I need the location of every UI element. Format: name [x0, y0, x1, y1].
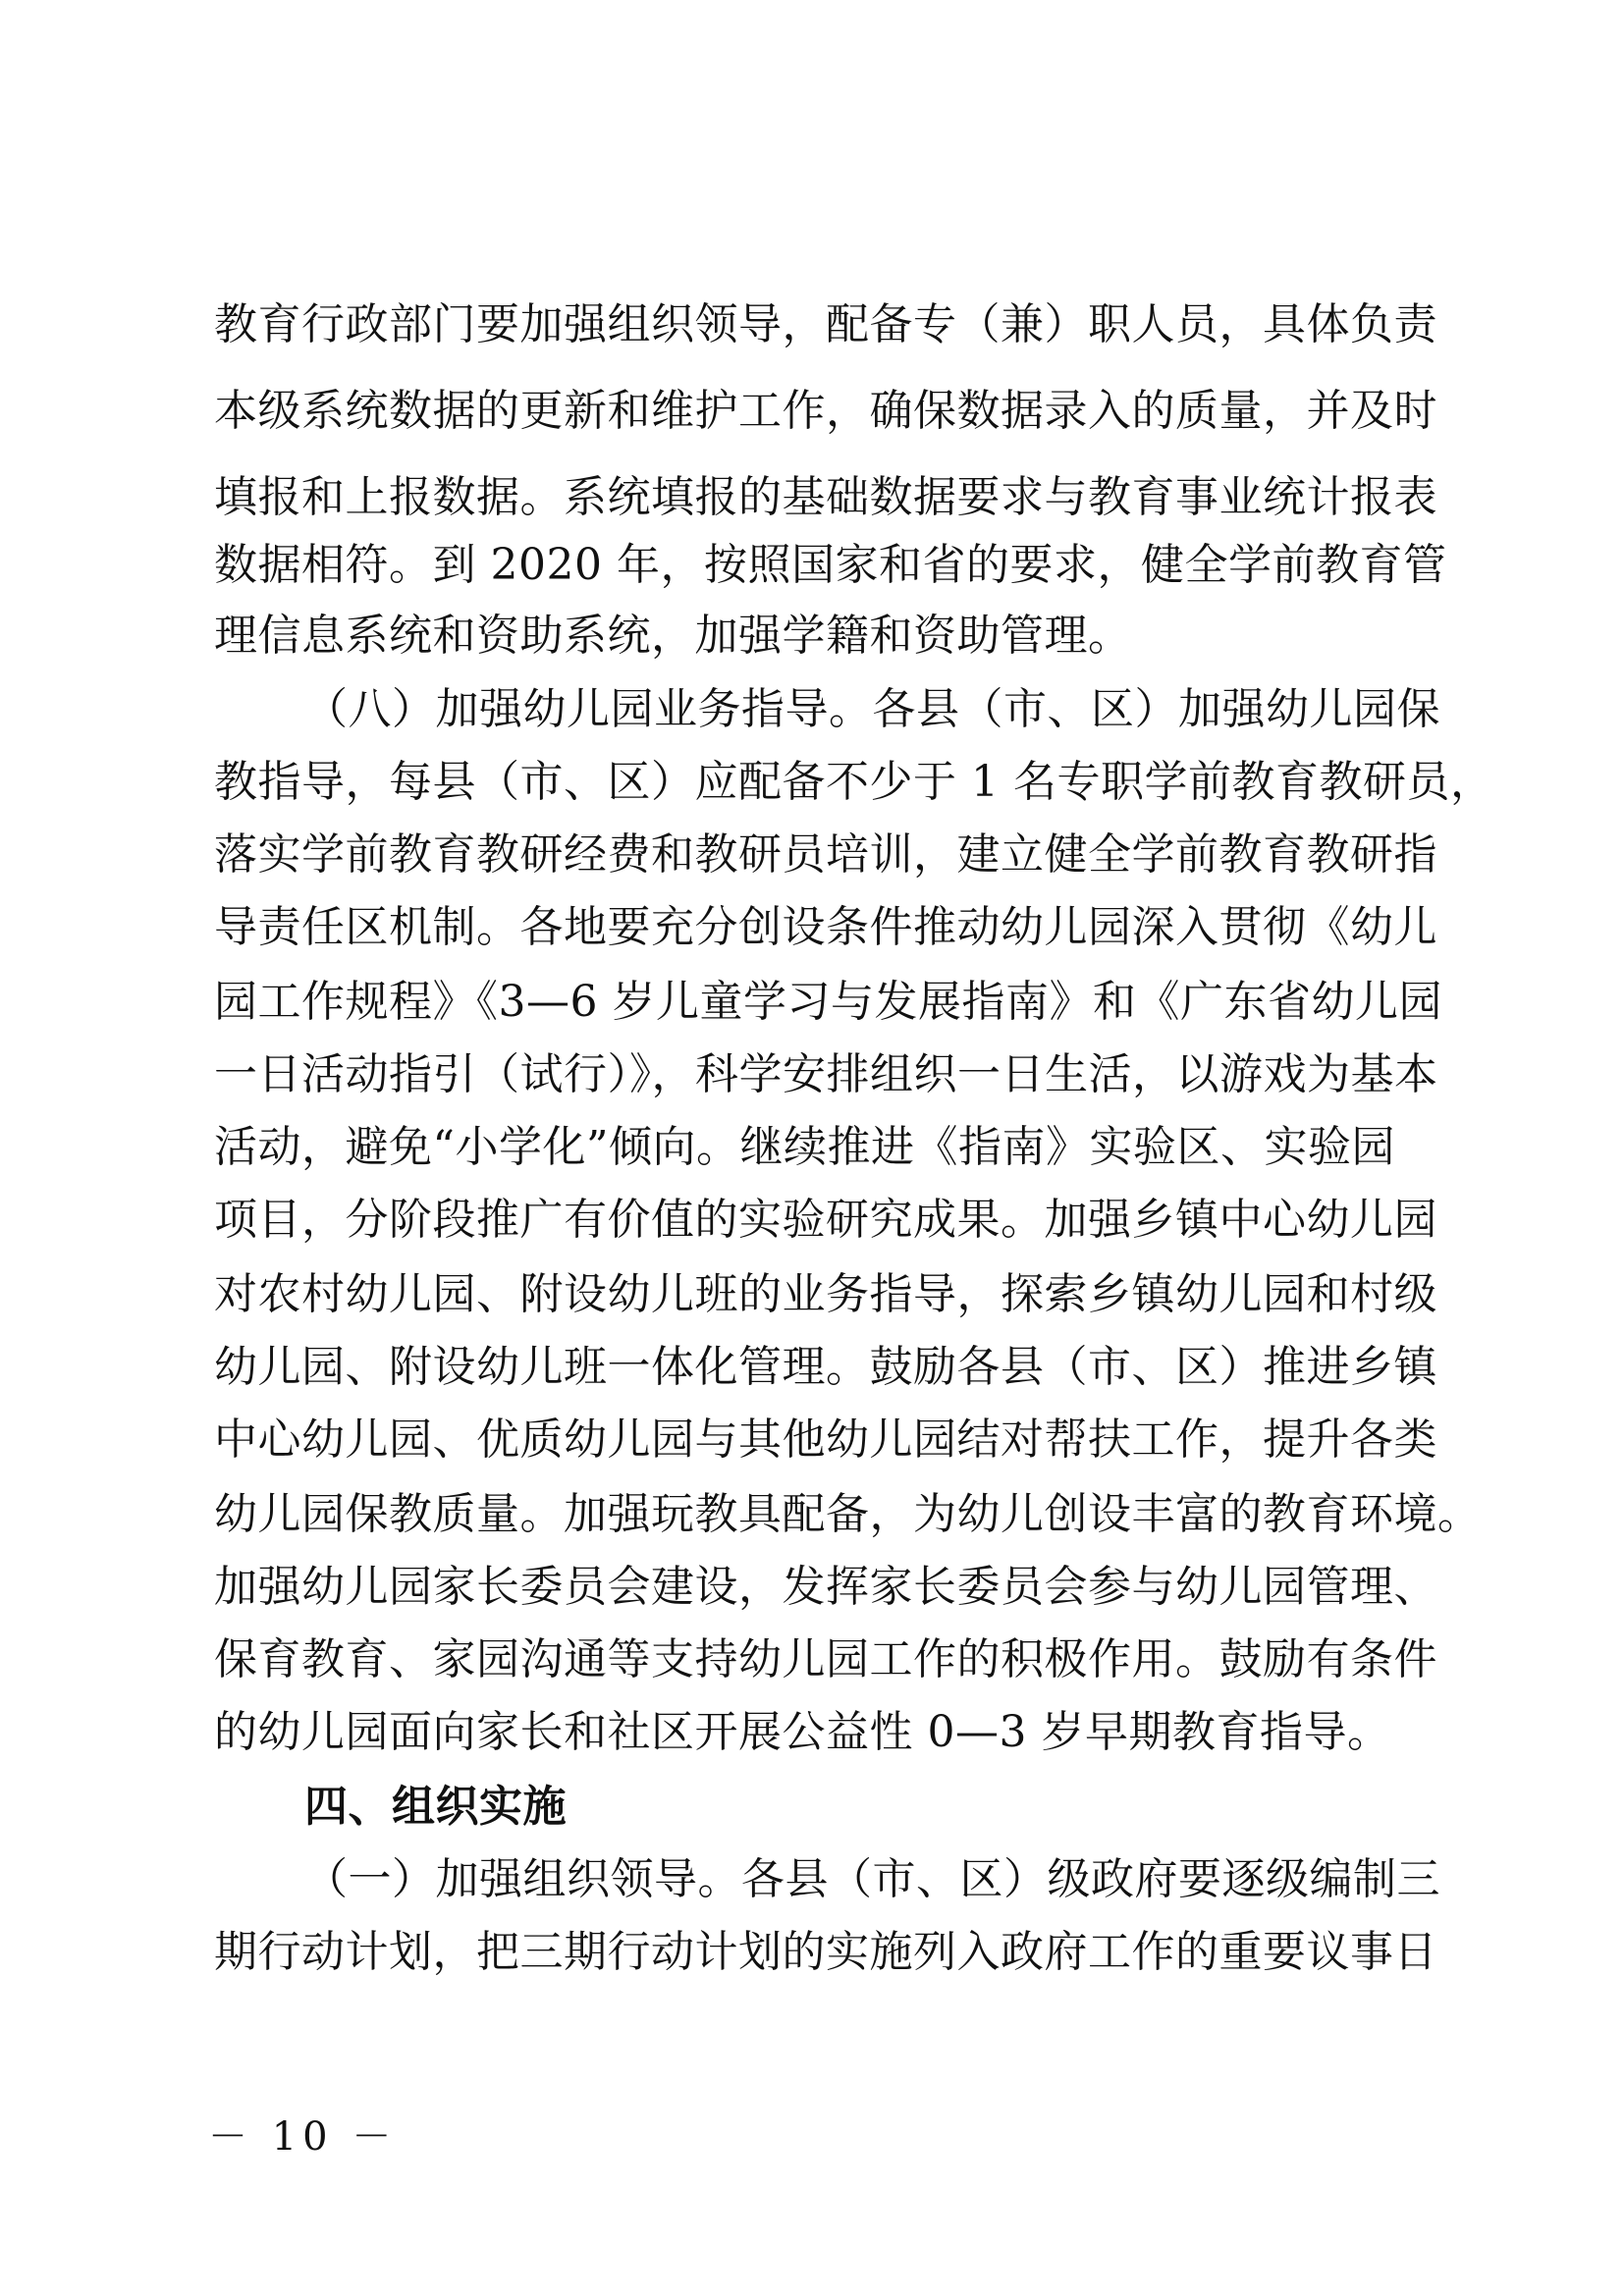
text-line: 教指导，每县（市、区）应配备不少于 1 名专职学前教育教研员， — [214, 757, 1494, 807]
text-line: 期行动计划，把三期行动计划的实施列入政府工作的重要议事日 — [214, 1927, 1437, 1977]
text-line: 幼儿园、附设幼儿班一体化管理。鼓励各县（市、区）推进乡镇 — [214, 1342, 1437, 1392]
text-line: 导责任区机制。各地要充分创设条件推动幼儿园深入贯彻《幼儿 — [214, 902, 1437, 952]
section-heading: 四、组织实施 — [304, 1782, 567, 1832]
text-line: 填报和上报数据。系统填报的基础数据要求与教育事业统计报表 — [214, 472, 1437, 522]
text-line: 园工作规程》《3—6 岁儿童学习与发展指南》和《广东省幼儿园 — [214, 977, 1442, 1027]
text-line: 一日活动指引（试行）》，科学安排组织一日生活，以游戏为基本 — [214, 1049, 1438, 1099]
section-1-first-line: （一）加强组织领导。各县（市、区）级政府要逐级编制三 — [304, 1854, 1440, 1904]
text-line: 教育行政部门要加强组织领导，配备专（兼）职人员，具体负责 — [214, 299, 1437, 349]
text-line: 本级系统数据的更新和维护工作，确保数据录入的质量，并及时 — [214, 386, 1437, 436]
text-line: 活动，避免“小学化”倾向。继续推进《指南》实验区、实验园 — [214, 1122, 1395, 1172]
text-line: 数据相符。到 2020 年，按照国家和省的要求，健全学前教育管 — [214, 540, 1447, 590]
text-line: 的幼儿园面向家长和社区开展公益性 0—3 岁早期教育指导。 — [214, 1707, 1391, 1757]
text-line: 理信息系统和资助系统，加强学籍和资助管理。 — [214, 611, 1132, 661]
text-line: 项目，分阶段推广有价值的实验研究成果。加强乡镇中心幼儿园 — [214, 1195, 1437, 1245]
text-line: 对农村幼儿园、附设幼儿班的业务指导，探索乡镇幼儿园和村级 — [214, 1269, 1437, 1319]
text-line: 中心幼儿园、优质幼儿园与其他幼儿园结对帮扶工作，提升各类 — [214, 1415, 1437, 1465]
text-line: 幼儿园保教质量。加强玩教具配备，为幼儿创设丰富的教育环境。 — [214, 1489, 1482, 1539]
section-8-first-line: （八）加强幼儿园业务指导。各县（市、区）加强幼儿园保 — [304, 684, 1440, 734]
text-line: 加强幼儿园家长委员会建设，发挥家长委员会参与幼儿园管理、 — [214, 1562, 1437, 1612]
page-number: － 10 － — [208, 2114, 398, 2160]
text-line: 落实学前教育教研经费和教研员培训，建立健全学前教育教研指 — [214, 829, 1437, 880]
text-line: 保育教育、家园沟通等支持幼儿园工作的积极作用。鼓励有条件 — [214, 1634, 1437, 1684]
